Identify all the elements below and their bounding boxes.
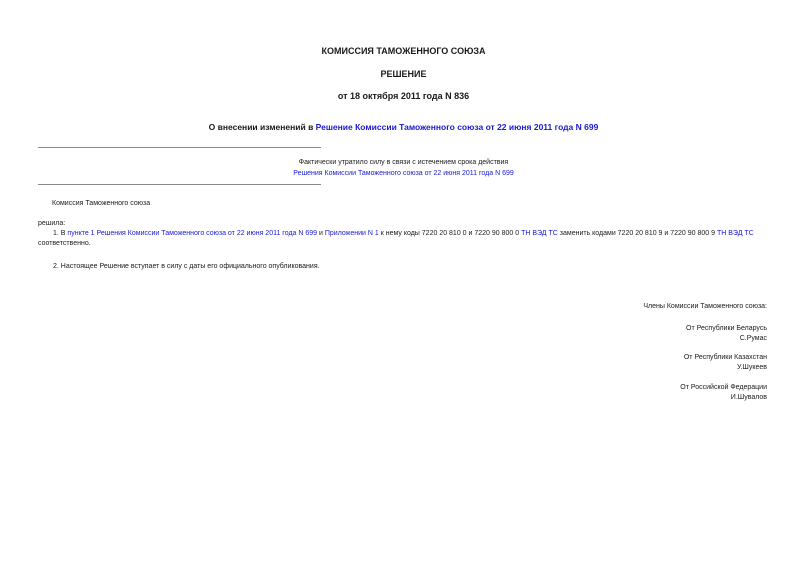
p1-text-3: к нему коды 7220 20 810 0 и 7220 90 800 0 (378, 230, 522, 237)
signature-name: И.Шувалов (730, 394, 767, 401)
paragraph-1 (38, 229, 772, 249)
divider-top (38, 147, 321, 148)
p1-link-decision-point[interactable]: пункте 1 Решения Комиссии Таможенного союза от 22 июня 2011 года N 699 (67, 230, 318, 237)
signatures-heading: Члены Комиссии Таможенного союза: (643, 303, 767, 310)
status-note-link[interactable]: Решения Комиссии Таможенного союза от 22 июня 2011 года N 699 (293, 170, 514, 177)
p1-text-4: заменить кодами 7220 20 810 9 и 7220 90 800 9 (557, 230, 717, 237)
commission-heading: КОМИССИЯ ТАМОЖЕННОГО СОЮЗА (321, 46, 486, 56)
doc-type-heading: РЕШЕНИЕ (380, 69, 427, 79)
p1-text-5: соответственно. (38, 240, 91, 247)
issuer-text: Комиссия Таможенного союза (52, 200, 151, 207)
signature-country: От Республики Казахстан (683, 354, 767, 361)
p1-link-tnved-1[interactable]: ТН ВЭД ТС (521, 230, 558, 237)
title-link[interactable]: Решение Комиссии Таможенного союза от 22 июня 2011 года N 699 (315, 122, 599, 132)
p1-link-tnved-2[interactable]: ТН ВЭД ТС (716, 230, 754, 237)
p1-link-appendix[interactable]: Приложении N 1 (324, 230, 379, 237)
signature-country: От Республики Беларусь (686, 325, 767, 332)
signature-country: От Российской Федерации (680, 384, 767, 391)
title-prefix: О внесении изменений в (208, 122, 316, 132)
signature-name: У.Шукеев (736, 364, 767, 371)
divider-bottom (38, 184, 321, 185)
date-number: от 18 октября 2011 года N 836 (337, 91, 470, 101)
signature-belarus (686, 324, 767, 344)
decided-text: решила: (38, 220, 66, 227)
paragraph-2: 2. Настоящее Решение вступает в силу с даты его официального опубликования. (53, 263, 320, 270)
p1-text-2: и (317, 230, 325, 237)
signature-russia (680, 383, 767, 403)
signature-name: С.Румас (739, 335, 767, 342)
status-note-line2 (0, 170, 807, 177)
status-note-line1: Фактически утратило силу в связи с истечением срока действия (298, 159, 509, 166)
document-title (0, 122, 807, 132)
p1-text-1: 1. В (53, 230, 68, 237)
signature-kazakhstan (684, 353, 767, 373)
